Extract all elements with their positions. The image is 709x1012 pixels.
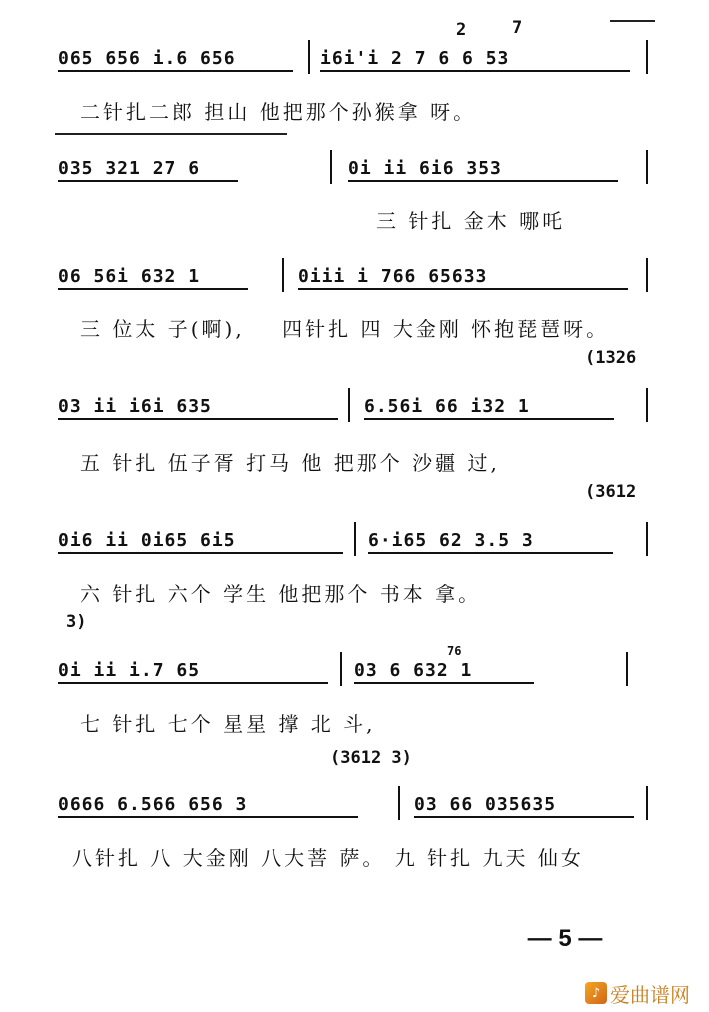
beam-underline — [58, 682, 328, 684]
measure-group: 0i ii 6i6 353 — [348, 158, 502, 179]
parenthetical-notes-2: (3612 — [585, 482, 637, 502]
measure-group: 6·i65 62 3.5 3 — [368, 530, 534, 551]
parenthetical-notes-3: (3612 3) — [330, 748, 412, 768]
beam-underline — [298, 288, 628, 290]
measure-group: i6i'i 2 7 6 6 53 — [320, 48, 510, 69]
lyric-line-5: 六 针扎 六个 学生 他把那个 书本 拿。 — [80, 582, 482, 606]
notation-row-4 — [58, 388, 648, 422]
barline — [646, 40, 648, 74]
beam-underline — [58, 180, 238, 182]
barline — [354, 522, 356, 556]
barline — [626, 652, 628, 686]
lyric-line-4: 五 针扎 伍子胥 打马 他 把那个 沙疆 过, — [80, 451, 500, 475]
measure-group: 065 656 i.6 656 — [58, 48, 236, 69]
barline — [282, 258, 284, 292]
measure-group: 06 56i 632 1 — [58, 266, 201, 287]
notation-row-3 — [58, 258, 648, 292]
beam-underline — [320, 70, 630, 72]
beam-underline — [58, 288, 248, 290]
barline — [646, 522, 648, 556]
notation-row-1 — [58, 40, 648, 74]
lyric-line-1: 二针扎二郎 担山 他把那个孙猴拿 呀。 — [80, 100, 477, 124]
beam-underline — [414, 816, 634, 818]
grace-note-top-2: 7 — [512, 18, 523, 38]
barline — [646, 786, 648, 820]
music-note-icon: ♪ — [585, 982, 607, 1004]
measure-group: 03 6 632 1 — [354, 660, 473, 681]
watermark-text: 爱曲谱网 — [610, 982, 690, 1007]
notation-row-7 — [58, 786, 648, 820]
watermark — [585, 980, 707, 1006]
measure-group: 0666 6.566 656 3 — [58, 794, 248, 815]
beam-underline — [58, 816, 358, 818]
barline — [646, 258, 648, 292]
grace-note-top-1: 2 — [456, 20, 467, 40]
barline — [308, 40, 310, 74]
notation-row-6 — [58, 652, 648, 686]
beam-underline — [58, 418, 338, 420]
top-corner-line — [610, 20, 655, 22]
barline — [340, 652, 342, 686]
measure-group: 0i ii i.7 65 — [58, 660, 201, 681]
lyric-line-2: 三 针扎 金木 哪吒 — [376, 209, 566, 233]
notation-row-2 — [58, 150, 648, 184]
barline — [348, 388, 350, 422]
beam-underline — [348, 180, 618, 182]
grace-note-76: 76 — [447, 644, 462, 658]
notation-row-5 — [58, 522, 648, 556]
beam-underline — [364, 418, 614, 420]
beam-underline — [58, 70, 293, 72]
page-number: — 5 — — [527, 925, 603, 952]
beam-underline — [354, 682, 534, 684]
measure-group: 03 ii i6i 635 — [58, 396, 212, 417]
barline — [398, 786, 400, 820]
beam-underline — [58, 552, 343, 554]
beam-underline — [368, 552, 613, 554]
lyric-line-3: 三 位太 子(啊), 四针扎 四 大金刚 怀抱琵琶呀。 — [80, 317, 610, 341]
parenthetical-notes-1: (1326 — [585, 348, 637, 368]
lyric-line-7: 八针扎 八 大金刚 八大菩 萨。 九 针扎 九天 仙女 — [72, 846, 584, 870]
section-rule — [55, 133, 287, 135]
closing-paren-notes: 3) — [66, 612, 87, 632]
barline — [646, 150, 648, 184]
barline — [646, 388, 648, 422]
barline — [330, 150, 332, 184]
measure-group: 035 321 27 6 — [58, 158, 201, 179]
measure-group: 03 66 035635 — [414, 794, 557, 815]
lyric-line-6: 七 针扎 七个 星星 撑 北 斗, — [80, 712, 376, 736]
measure-group: 0i6 ii 0i65 6i5 — [58, 530, 236, 551]
measure-group: 6.56i 66 i32 1 — [364, 396, 530, 417]
measure-group: 0iii i 766 65633 — [298, 266, 488, 287]
